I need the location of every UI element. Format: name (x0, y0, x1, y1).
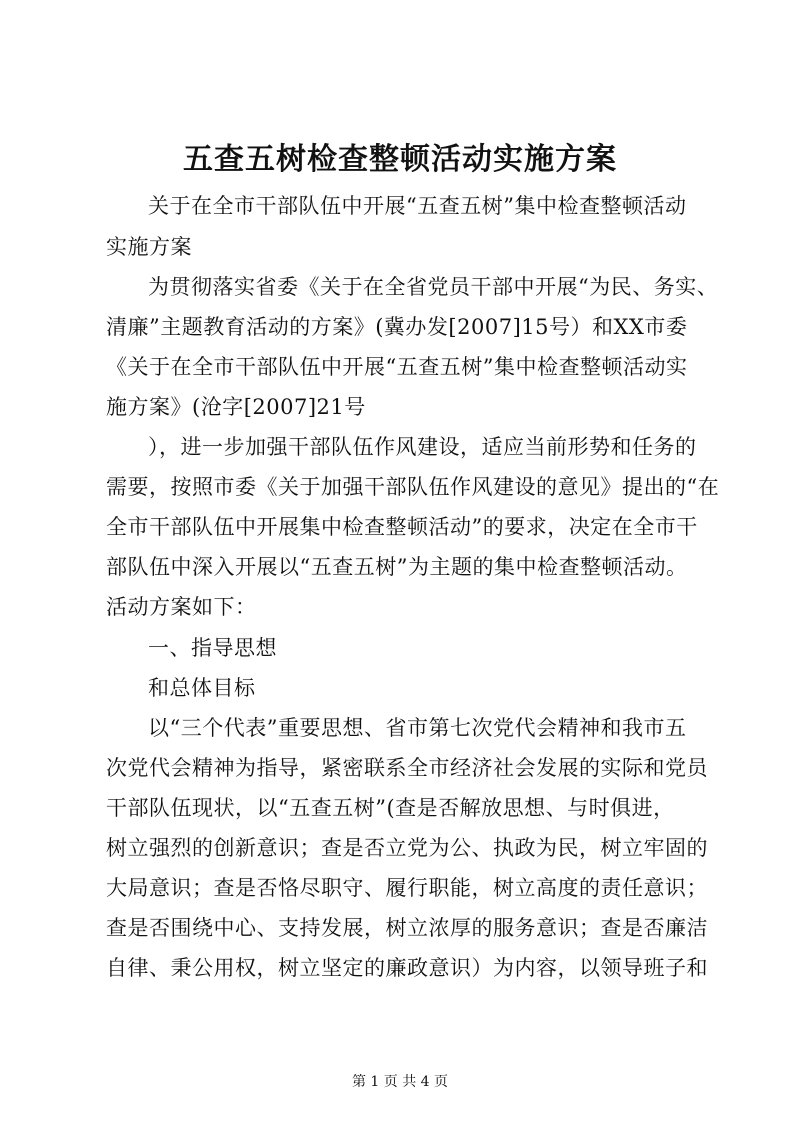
text-line: 需要，按照市委《关于加强干部队伍作风建设的意见》提出的“在 (106, 475, 720, 499)
text-line: 全市干部队伍中开展集中检查整顿活动”的要求，决定在全市干 (106, 515, 698, 539)
text-line: 部队伍中深入开展以“五查五树”为主题的集中检查整顿活动。 (106, 555, 688, 579)
text-line: 《关于在全市干部队伍中开展“五查五树”集中检查整顿活动实 (106, 355, 688, 379)
text-line: 以“三个代表”重要思想、省市第七次党代会精神和我市五 (148, 716, 687, 740)
text-line: 大局意识；查是否恪尽职守、履行职能，树立高度的责任意识； (106, 876, 708, 900)
text-line: 为贯彻落实省委《关于在全省党员干部中开展“为民、务实、 (148, 275, 719, 299)
section-heading: 和总体目标 (148, 676, 256, 700)
text-line: 活动方案如下： (106, 595, 257, 619)
text-line: 实施方案 (106, 235, 192, 259)
text-line: ），进一步加强干部队伍作风建设，适应当前形势和任务的 (148, 435, 697, 459)
text-line: 自律、秉公用权，树立坚定的廉政意识）为内容，以领导班子和 (106, 956, 708, 980)
text-line: 清廉”主题教育活动的方案》(冀办发[2007]15号）和XX市委 (106, 315, 688, 339)
text-line: 施方案》(沧字[2007]21号 (106, 395, 366, 419)
page-number-footer: 第 1 页 共 4 页 (351, 1074, 449, 1090)
text-line: 干部队伍现状，以“五查五树”(查是否解放思想、与时俱进， (106, 796, 675, 820)
section-heading: 一、指导思想 (148, 636, 277, 660)
text-line: 查是否围绕中心、支持发展，树立浓厚的服务意识；查是否廉洁 (106, 916, 708, 940)
text-line: 树立强烈的创新意识；查是否立党为公、执政为民，树立牢固的 (106, 836, 708, 860)
text-line: 次党代会精神为指导，紧密联系全市经济社会发展的实际和党员 (106, 756, 708, 780)
text-line: 关于在全市干部队伍中开展“五查五树”集中检查整顿活动 (148, 194, 687, 218)
document-title: 五查五树检查整顿活动实施方案 (183, 142, 617, 177)
